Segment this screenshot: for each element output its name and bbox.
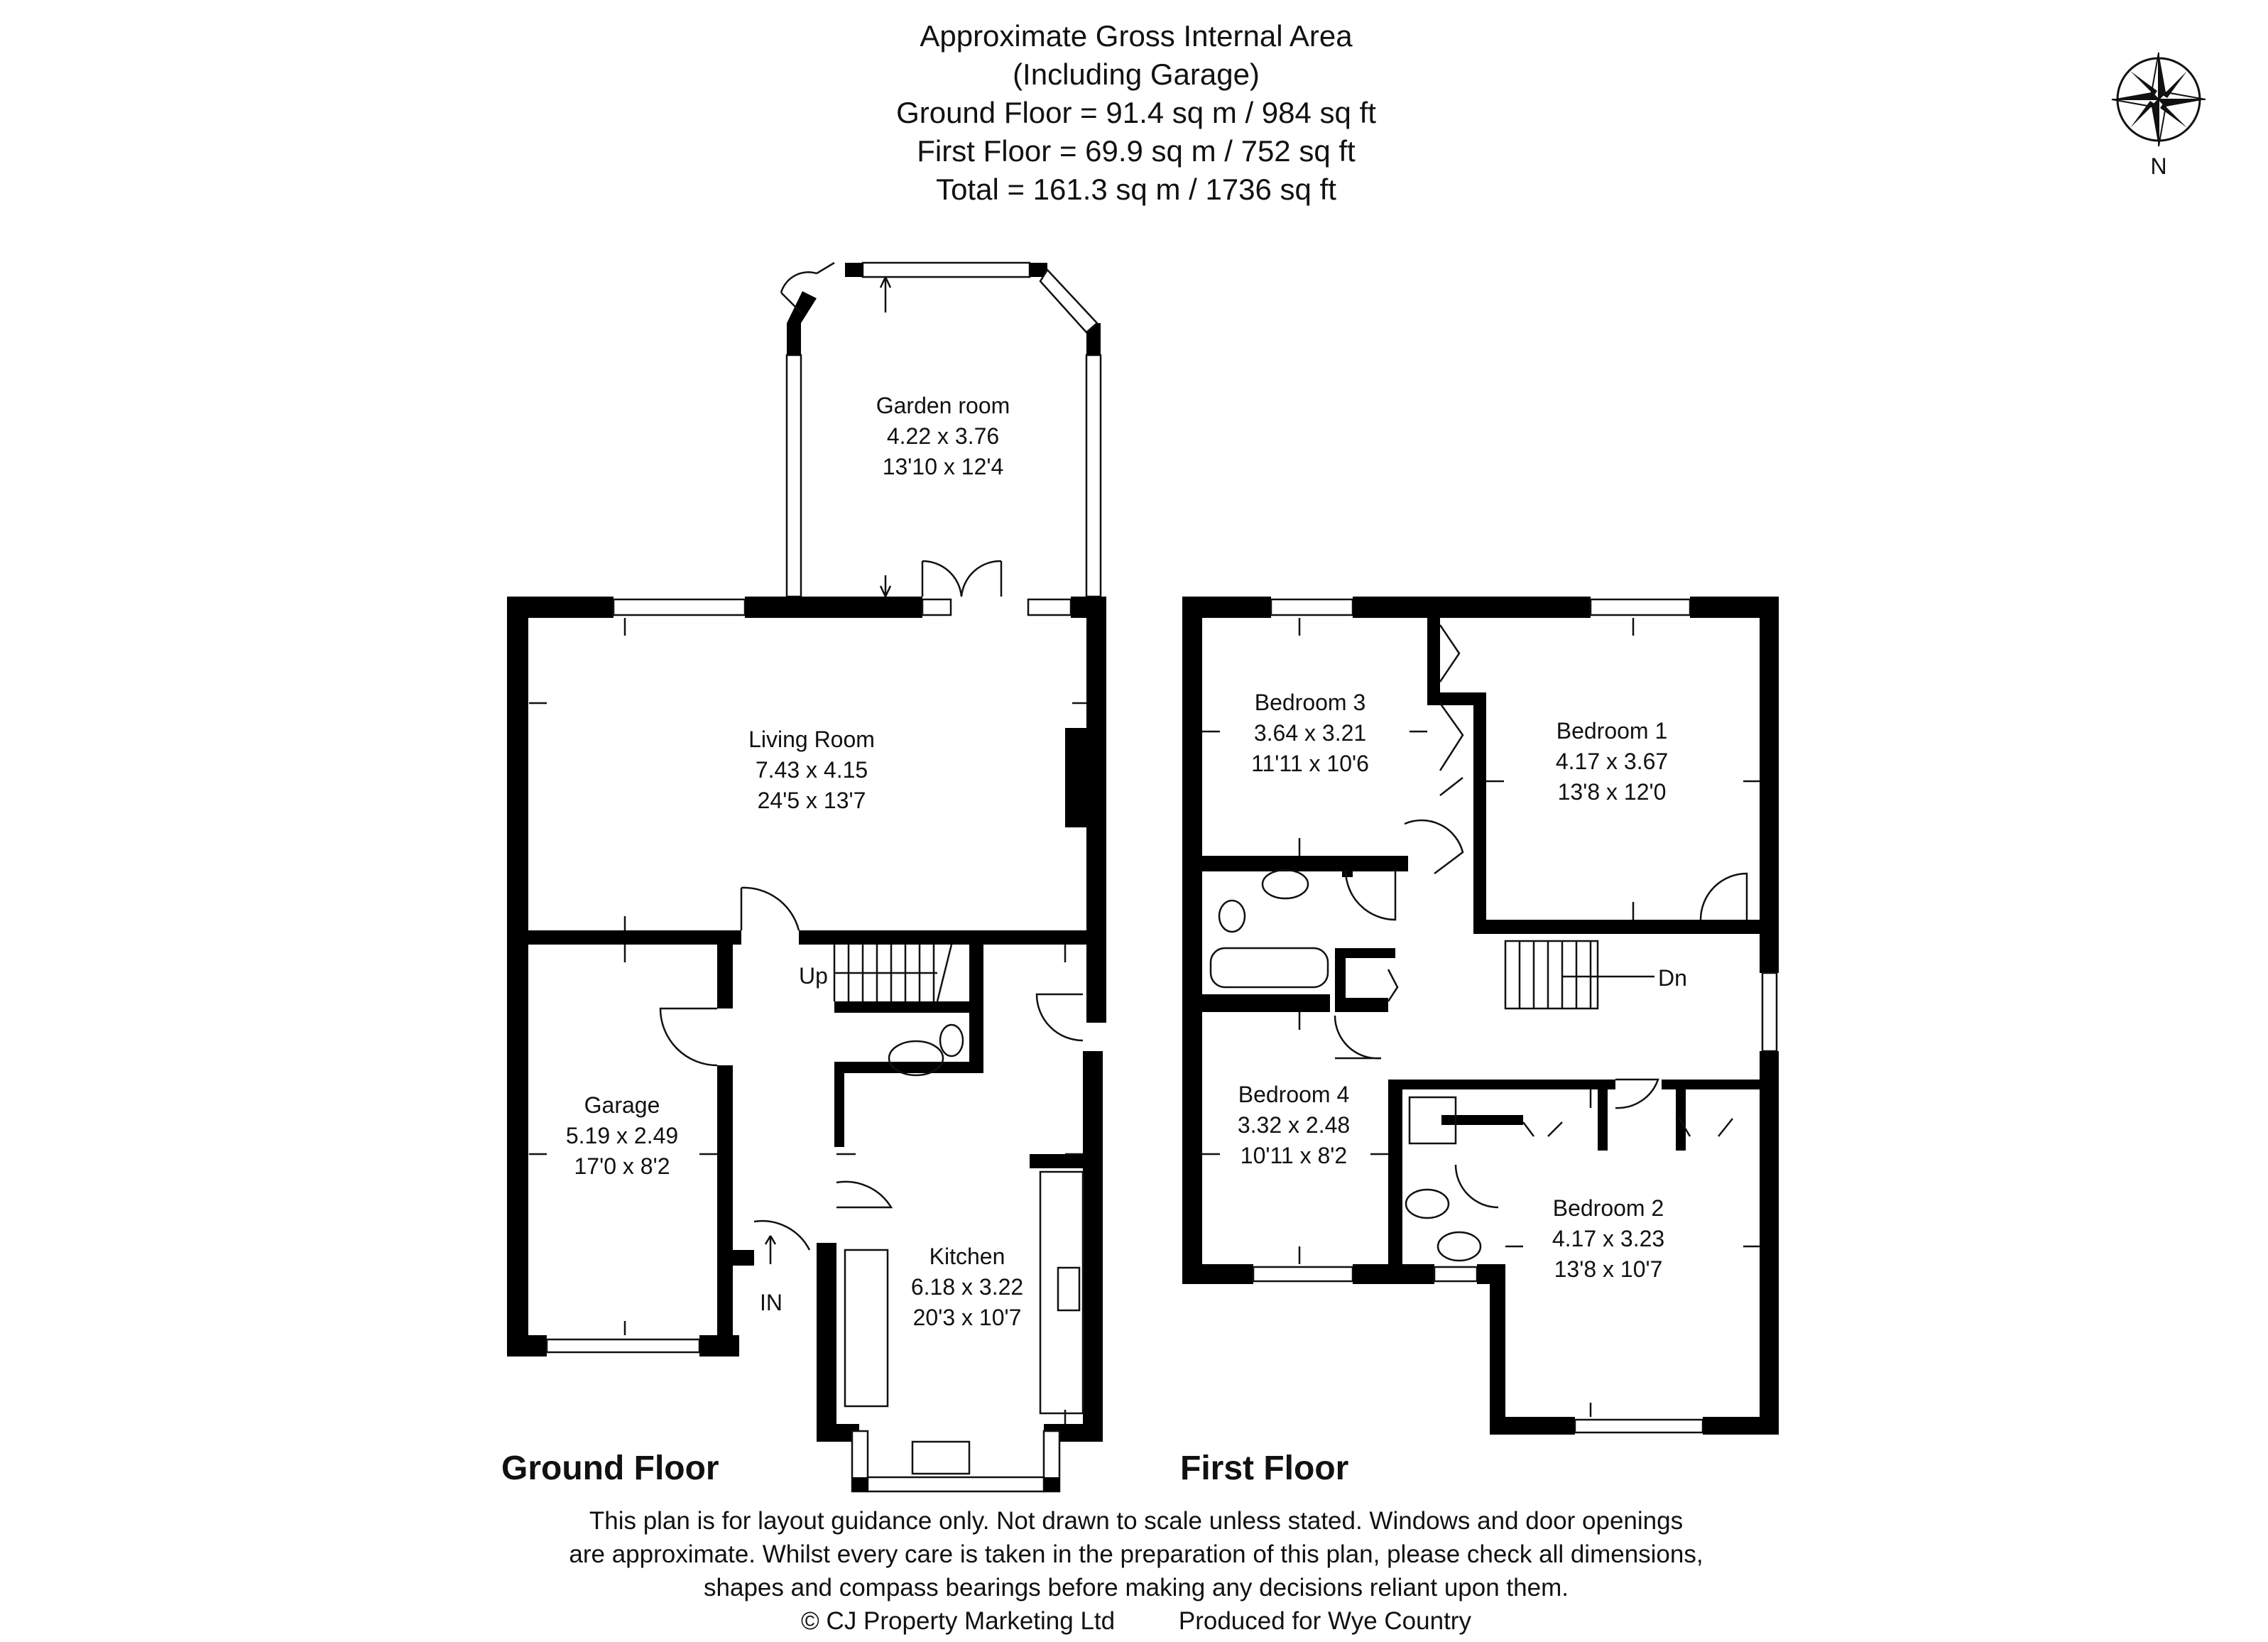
bedroom-3-metric: 3.64 x 3.21: [1253, 720, 1367, 746]
disclaimer-line-1: This plan is for layout guidance only. Not drawn to scale unless stated. Windows and door openings: [589, 1507, 1684, 1535]
bedroom-1-imperial: 13'8 x 12'0: [1557, 779, 1667, 805]
area-subtitle: (Including Garage): [1013, 58, 1260, 91]
ensuite-basin-icon: [1438, 1232, 1481, 1261]
ensuite-toilet-icon: [1406, 1190, 1449, 1218]
bedroom-1-name: Bedroom 1: [1556, 718, 1668, 744]
disclaimer-line-3: shapes and compass bearings before making any decisions reliant upon them.: [704, 1574, 1569, 1602]
kitchen-metric: 6.18 x 3.22: [910, 1274, 1024, 1300]
garden-room-name: Garden room: [876, 393, 1010, 418]
compass-north-label: N: [2150, 153, 2167, 179]
bedroom-2-label: [1552, 1195, 1664, 1282]
garage-imperial: 17'0 x 8'2: [574, 1153, 670, 1179]
bedroom-2-name: Bedroom 2: [1552, 1195, 1664, 1221]
kitchen-name: Kitchen: [929, 1244, 1005, 1269]
garden-room-metric: 4.22 x 3.76: [886, 423, 1000, 449]
entrance-label: IN: [760, 1290, 783, 1315]
living-room-imperial: 24'5 x 13'7: [757, 788, 866, 813]
produced-for-text: Produced for Wye Country: [1178, 1607, 1471, 1635]
bedroom-2-imperial: 13'8 x 10'7: [1554, 1256, 1663, 1282]
hob-icon: [1058, 1268, 1079, 1310]
bathroom-toilet-icon: [1219, 901, 1245, 932]
stairs-up-label: Up: [799, 963, 828, 989]
garage-label: [566, 1092, 678, 1179]
credits: [426, 1604, 1846, 1638]
ground-floor-area: Ground Floor = 91.4 sq m / 984 sq ft: [896, 96, 1376, 129]
garden-room-imperial: 13'10 x 12'4: [882, 454, 1004, 479]
bedroom-4-metric: 3.32 x 2.48: [1237, 1112, 1351, 1138]
bath-icon: [1211, 948, 1328, 987]
ground-floor-title: Ground Floor: [501, 1450, 719, 1487]
bedroom-3-name: Bedroom 3: [1254, 690, 1366, 715]
first-floor-fixtures: [1211, 870, 1481, 1261]
first-floor-area: First Floor = 69.9 sq m / 752 sq ft: [917, 134, 1356, 168]
bedroom-4-label: [1238, 1082, 1350, 1168]
area-title: Approximate Gross Internal Area: [920, 19, 1353, 53]
entrance-arrow-icon: [765, 1236, 775, 1264]
stairs-down-label: Dn: [1658, 965, 1687, 991]
bedroom-1-metric: 4.17 x 3.67: [1555, 749, 1669, 774]
garage-metric: 5.19 x 2.49: [565, 1123, 679, 1148]
compass-rose-icon: [2112, 53, 2206, 146]
disclaimer-line-2: are approximate. Whilst every care is taken in the preparation of this plan, please check all dimensions,: [569, 1540, 1703, 1568]
living-room-metric: 7.43 x 4.15: [755, 757, 868, 783]
kitchen-imperial: 20'3 x 10'7: [912, 1305, 1022, 1330]
bedroom-4-name: Bedroom 4: [1238, 1082, 1350, 1107]
bedroom-3-imperial: 11'11 x 10'6: [1251, 751, 1369, 776]
bedroom-3-label: [1251, 690, 1369, 776]
garden-room-label: [876, 393, 1010, 479]
bedroom-1-label: [1556, 718, 1668, 805]
kitchen-label: [911, 1244, 1023, 1330]
disclaimer: [426, 1504, 1846, 1638]
garage-name: Garage: [584, 1092, 660, 1118]
worktop-left: [845, 1250, 888, 1406]
first-floor-title: First Floor: [1180, 1450, 1349, 1487]
bedroom-4-imperial: 10'11 x 8'2: [1240, 1143, 1348, 1168]
worktop: [1040, 1172, 1083, 1413]
ground-floor-fixtures: [765, 1025, 1083, 1474]
sink-icon: [912, 1442, 969, 1474]
bathroom-basin-icon: [1263, 870, 1308, 898]
ground-floor-stairs: [834, 945, 952, 1001]
first-floor-stairs: [1505, 941, 1654, 1008]
bedroom-2-metric: 4.17 x 3.23: [1552, 1226, 1665, 1251]
living-room-label: [748, 727, 875, 813]
toilet-icon: [940, 1025, 963, 1056]
living-room-name: Living Room: [748, 727, 875, 752]
total-area: Total = 161.3 sq m / 1736 sq ft: [936, 173, 1336, 206]
copyright-text: © CJ Property Marketing Ltd: [801, 1607, 1116, 1635]
